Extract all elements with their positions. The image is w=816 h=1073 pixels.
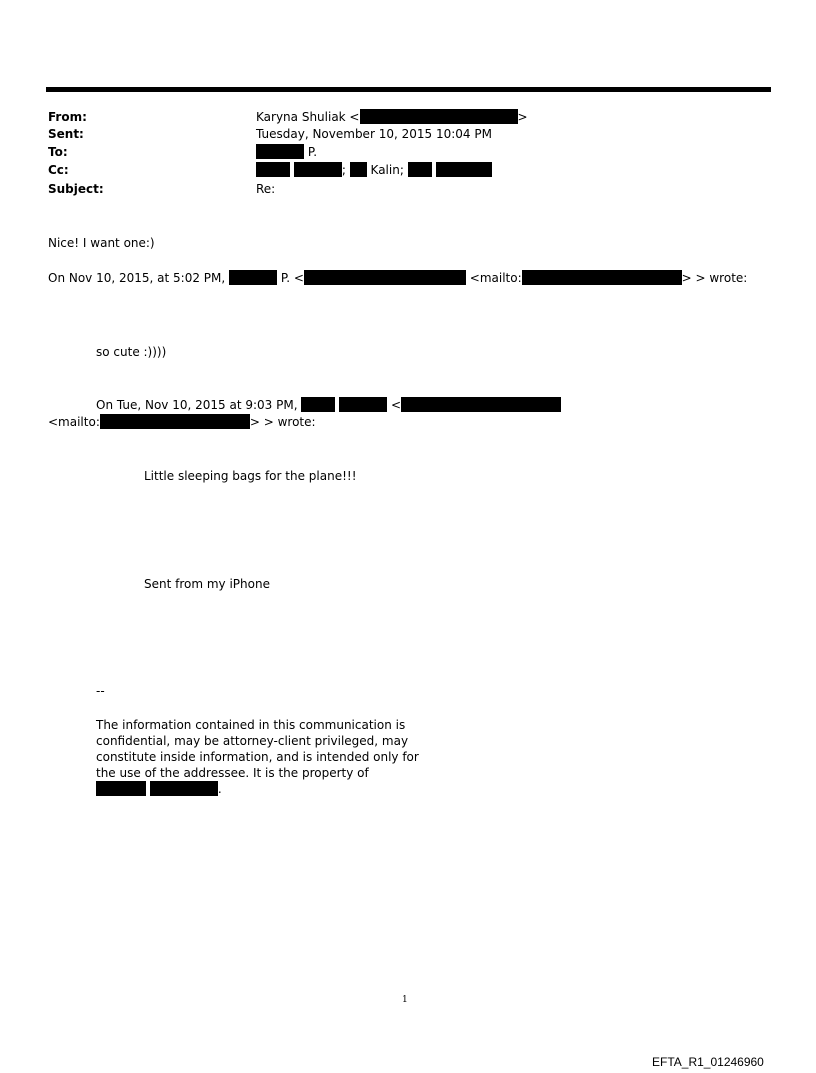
from-label: From:	[48, 110, 87, 124]
redaction-block	[150, 781, 218, 796]
quote2-mailto: <mailto:	[48, 415, 100, 429]
subject-label: Subject:	[48, 182, 104, 196]
quote2-lt: <	[391, 398, 402, 412]
signature-separator: --	[96, 684, 105, 698]
quote1-prefix: On Nov 10, 2015, at 5:02 PM,	[48, 271, 226, 285]
reply-text: Nice! I want one:)	[48, 236, 155, 250]
redaction-block	[522, 270, 682, 285]
redaction-block	[301, 397, 335, 412]
to-suffix: P.	[307, 145, 318, 159]
redaction-block	[256, 162, 290, 177]
redaction-block	[408, 162, 432, 177]
redaction-block	[100, 414, 250, 429]
quote1-header	[48, 269, 747, 287]
from-value	[256, 108, 528, 126]
quote1-mailto: <mailto:	[469, 271, 522, 285]
from-name: Karyna Shuliak <	[256, 110, 360, 124]
quote1-name: P. <	[280, 271, 304, 285]
redaction-block	[256, 144, 304, 159]
redaction-block	[436, 162, 492, 177]
redaction-block	[360, 109, 518, 124]
header-rule	[46, 87, 771, 92]
from-close: >	[517, 110, 528, 124]
signature: Sent from my iPhone	[144, 577, 270, 591]
confidentiality-disclaimer	[96, 717, 426, 797]
quote1-suffix: > > wrote:	[681, 271, 748, 285]
redaction-block	[294, 162, 342, 177]
quote2-header-line1	[96, 396, 561, 414]
disclaimer-text: The information contained in this communication is confidential, may be attorney-client privileged, may constitute inside information, and is intended only for the use of the addressee. It is the property of	[96, 718, 419, 780]
cc-label: Cc:	[48, 163, 69, 177]
quote2-prefix: On Tue, Nov 10, 2015 at 9:03 PM,	[96, 398, 298, 412]
cc-name: Kalin;	[370, 163, 404, 177]
disclaimer-end: .	[217, 782, 222, 796]
redaction-block	[304, 270, 466, 285]
redaction-block	[339, 397, 387, 412]
quote2-body: Little sleeping bags for the plane!!!	[144, 469, 357, 483]
sent-value: Tuesday, November 10, 2015 10:04 PM	[256, 127, 492, 141]
redaction-block	[350, 162, 367, 177]
redaction-block	[96, 781, 146, 796]
quote2-suffix: > > wrote:	[249, 415, 316, 429]
to-value	[256, 143, 317, 161]
cc-value	[256, 161, 492, 179]
bates-number: EFTA_R1_01246960	[652, 1055, 764, 1069]
quote1-body: so cute :))))	[96, 345, 167, 359]
page-number: 1	[402, 995, 408, 1005]
sent-label: Sent:	[48, 127, 84, 141]
cc-separator: ;	[341, 163, 346, 177]
redaction-block	[229, 270, 277, 285]
subject-value: Re:	[256, 182, 276, 196]
to-label: To:	[48, 145, 68, 159]
quote2-header-line2	[48, 413, 316, 431]
redaction-block	[401, 397, 561, 412]
